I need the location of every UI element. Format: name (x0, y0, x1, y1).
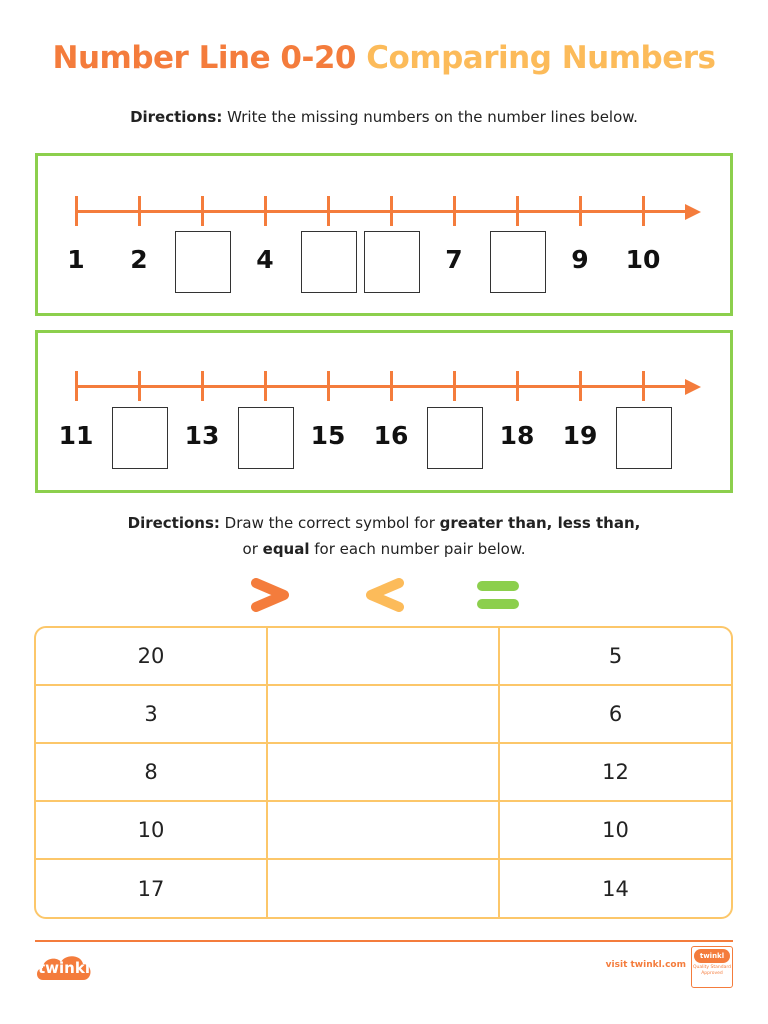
tick-mark (138, 196, 141, 226)
table-row (36, 802, 731, 860)
missing-number-box[interactable] (490, 231, 546, 293)
missing-number-box[interactable] (238, 407, 294, 469)
right-number-cell: 10 (602, 818, 629, 842)
equal-icon (476, 578, 520, 612)
tick-mark (264, 371, 267, 401)
number-label: 19 (562, 421, 598, 450)
right-number-cell: 5 (608, 644, 623, 668)
less-than-icon (363, 578, 405, 612)
page-title (0, 40, 768, 76)
left-number-cell: 17 (36, 860, 268, 918)
tick-mark (390, 196, 393, 226)
missing-number-box[interactable] (175, 231, 231, 293)
table-row (36, 744, 731, 802)
tick-mark (75, 196, 78, 226)
symbol-answer-cell[interactable] (268, 744, 500, 800)
arrow-head-icon (685, 379, 701, 395)
missing-number-box[interactable] (364, 231, 420, 293)
number-label: 16 (373, 421, 409, 450)
tick-mark (453, 196, 456, 226)
badge-subtitle: Quality Standard Approved (693, 965, 731, 976)
tick-mark (516, 371, 519, 401)
directions-bold-text: equal (262, 540, 310, 558)
tick-mark (516, 196, 519, 226)
tick-mark (264, 196, 267, 226)
number-label: 13 (184, 421, 220, 450)
table-row (36, 628, 731, 686)
symbol-answer-cell[interactable] (268, 628, 500, 684)
right-number-cell: 6 (608, 702, 623, 726)
tick-mark (201, 196, 204, 226)
left-number-cell: 10 (36, 802, 268, 858)
number-label: 15 (310, 421, 346, 450)
right-number-cell: 14 (602, 877, 629, 901)
quality-badge (691, 946, 733, 988)
number-label: 4 (256, 245, 274, 274)
directions-label: Directions: (127, 514, 220, 532)
number-line-axis (76, 385, 686, 388)
number-label: 7 (445, 245, 463, 274)
tick-mark (75, 371, 78, 401)
tick-mark (642, 371, 645, 401)
table-row (36, 860, 731, 918)
number-label: 1 (67, 245, 85, 274)
arrow-head-icon (685, 204, 701, 220)
number-label: 2 (130, 245, 148, 274)
left-number-cell: 3 (36, 686, 268, 742)
number-label: 11 (58, 421, 94, 450)
directions-text: or (242, 540, 263, 558)
number-line-axis (76, 210, 686, 213)
symbol-answer-cell[interactable] (268, 860, 500, 918)
number-label: 18 (499, 421, 535, 450)
symbol-answer-cell[interactable] (268, 802, 500, 858)
tick-mark (642, 196, 645, 226)
missing-number-box[interactable] (112, 407, 168, 469)
directions-label: Directions: (130, 108, 223, 126)
badge-title: twinkl (694, 949, 730, 963)
tick-mark (201, 371, 204, 401)
directions-comparing (124, 510, 644, 562)
comparison-table (34, 626, 733, 919)
directions-text: Draw the correct symbol for (219, 514, 440, 532)
twinkl-logo (33, 950, 95, 992)
title-part-2: Comparing Numbers (366, 40, 716, 76)
directions-text: Write the missing numbers on the number lines below. (222, 108, 638, 126)
tick-mark (327, 196, 330, 226)
tick-mark (138, 371, 141, 401)
number-label: 9 (571, 245, 589, 274)
footer-divider (35, 940, 733, 942)
table-row (36, 686, 731, 744)
tick-mark (453, 371, 456, 401)
left-number-cell: 20 (36, 628, 268, 684)
tick-mark (327, 371, 330, 401)
left-number-cell: 8 (36, 744, 268, 800)
tick-mark (579, 196, 582, 226)
tick-mark (390, 371, 393, 401)
tick-mark (579, 371, 582, 401)
visit-link[interactable]: visit twinkl.com (605, 960, 686, 970)
directions-number-line (0, 104, 768, 130)
missing-number-box[interactable] (427, 407, 483, 469)
title-part-1: Number Line 0-20 (52, 40, 356, 76)
number-label: 10 (625, 245, 661, 274)
directions-text: for each number pair below. (309, 540, 526, 558)
missing-number-box[interactable] (301, 231, 357, 293)
greater-than-icon (250, 578, 292, 612)
directions-bold-text: greater than, less than, (439, 514, 641, 532)
right-number-cell: 12 (602, 760, 629, 784)
missing-number-box[interactable] (616, 407, 672, 469)
symbol-answer-cell[interactable] (268, 686, 500, 742)
logo-text: twinkl (38, 959, 90, 977)
